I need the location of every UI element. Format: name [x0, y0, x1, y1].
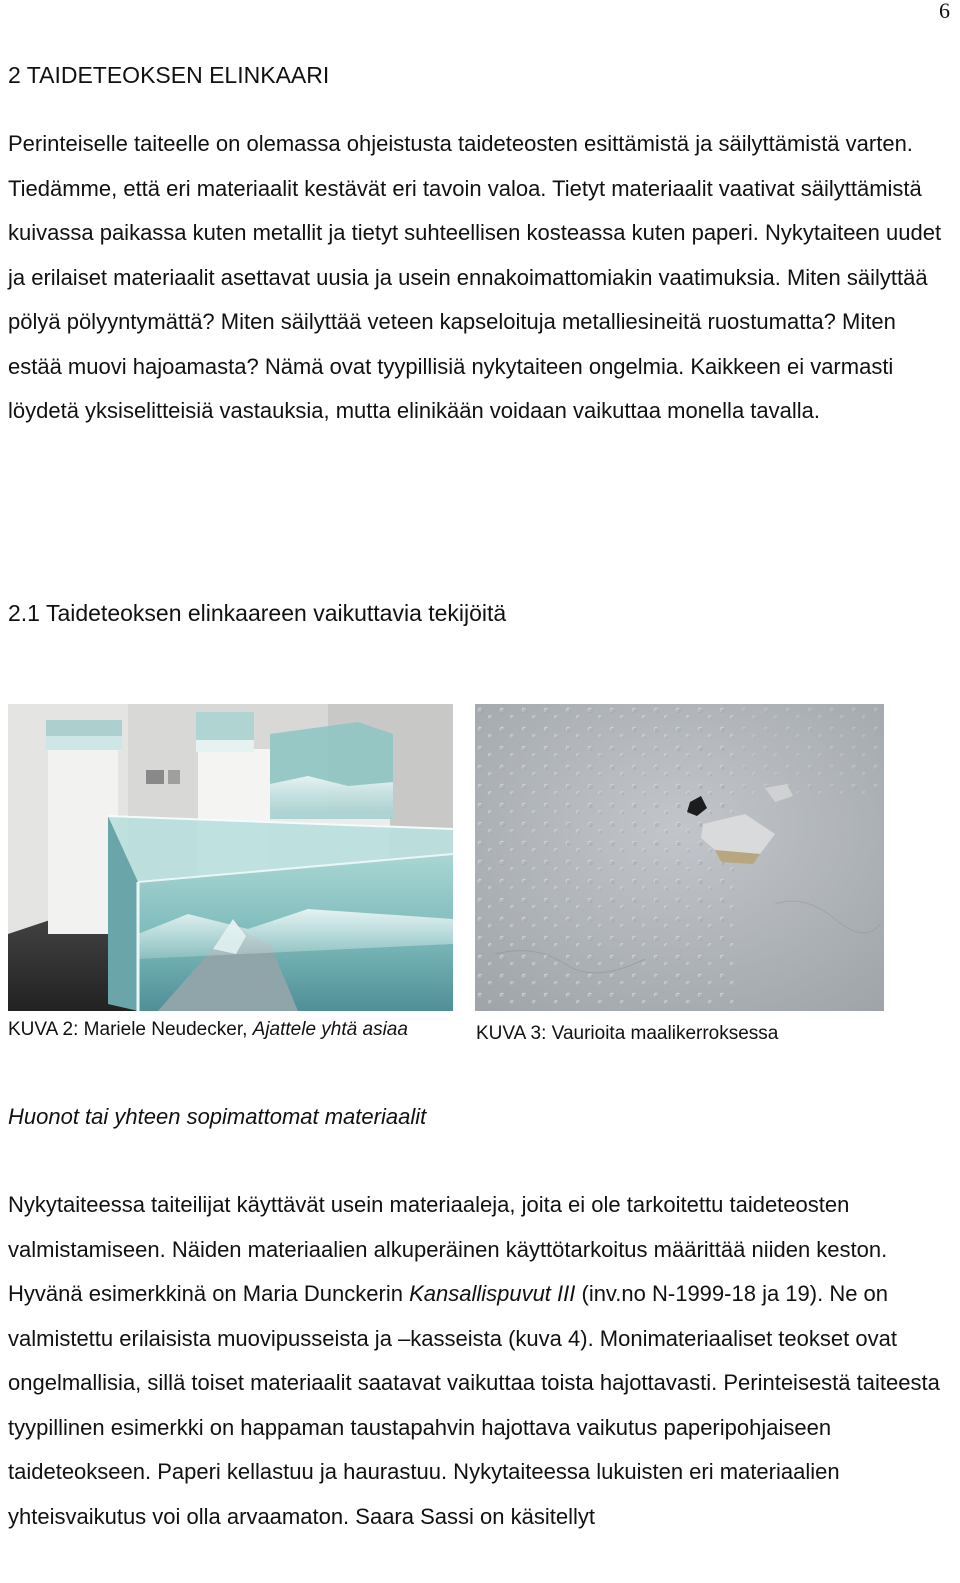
- materials-paragraph: [8, 1183, 953, 1539]
- figure-2-caption: [8, 1018, 453, 1042]
- figure-2-caption-prefix: KUVA 2: Mariele Neudecker,: [8, 1019, 253, 1040]
- page-number: 6: [939, 0, 950, 23]
- figure-gallery-aquariums: [8, 704, 453, 1011]
- figure-2-caption-title: Ajattele yhtä asiaa: [252, 1019, 408, 1040]
- materials-text-2: (inv.no N-1999-18 ja 19). Ne on valmistettu erilaisista muovipusseista ja –kasseista (kuva 4). Monimateriaaliset teokset ovat ongelmallisia, sillä toiset materiaalit saatavat vaikuttaa toista hajottavasti. Perinteisestä taiteesta tyypillinen esimerkki on happaman taustapahvin hajottava vaikutus paperipohjaiseen taideteokseen. Paperi kellastuu ja haurastuu. Nykytaiteessa lukuisten eri materiaalien yhteisvaikutus voi olla arvaamaton. Saara Sassi on käsitellyt: [8, 1281, 940, 1529]
- subsection-heading: 2.1 Taideteoksen elinkaareen vaikuttavia tekijöitä: [8, 600, 507, 626]
- paint-damage-photo: [475, 704, 884, 1011]
- materials-text-1: Nykytaiteessa taiteilijat käyttävät usein materiaaleja, joita ei ole tarkoitettu taideteosten valmistamiseen. Näiden materiaalien alkuperäinen käyttötarkoitus määrittää niiden keston. Hyvänä esimerkkinä on Maria Dunckerin: [8, 1192, 888, 1306]
- section-heading: 2 TAIDETEOKSEN ELINKAARI: [8, 62, 330, 88]
- figure-paint-damage: [475, 704, 884, 1011]
- work-title: Kansallispuvut III: [409, 1281, 576, 1306]
- figure-3-caption: KUVA 3: Vaurioita maalikerroksessa: [476, 1023, 779, 1044]
- subsubsection-heading: Huonot tai yhteen sopimattomat materiaalit: [8, 1104, 427, 1129]
- intro-paragraph: Perinteiselle taiteelle on olemassa ohjeistusta taideteosten esittämistä ja säilyttämistä varten. Tiedämme, että eri materiaalit kestävät eri tavoin valoa. Tietyt materiaalit vaativat säilyttämistä kuivassa paikassa kuten metallit ja tietyt suhteellisen kosteassa kuten paperi. Nykytaiteen uudet ja erilaiset materiaalit asettavat uusia ja usein ennakoimattomiakin vaatimuksia. Miten säilyttää pölyä pölyyntymättä? Miten säilyttää veteen kapseloituja metalliesineitä ruostumatta? Miten estää muovi hajoamasta? Nämä ovat tyypillisiä nykytaiteen ongelmia. Kaikkeen ei varmasti löydetä yksiselitteisiä vastauksia, mutta elinikään voidaan vaikuttaa monella tavalla.: [8, 131, 942, 423]
- gallery-photo: [8, 704, 453, 1011]
